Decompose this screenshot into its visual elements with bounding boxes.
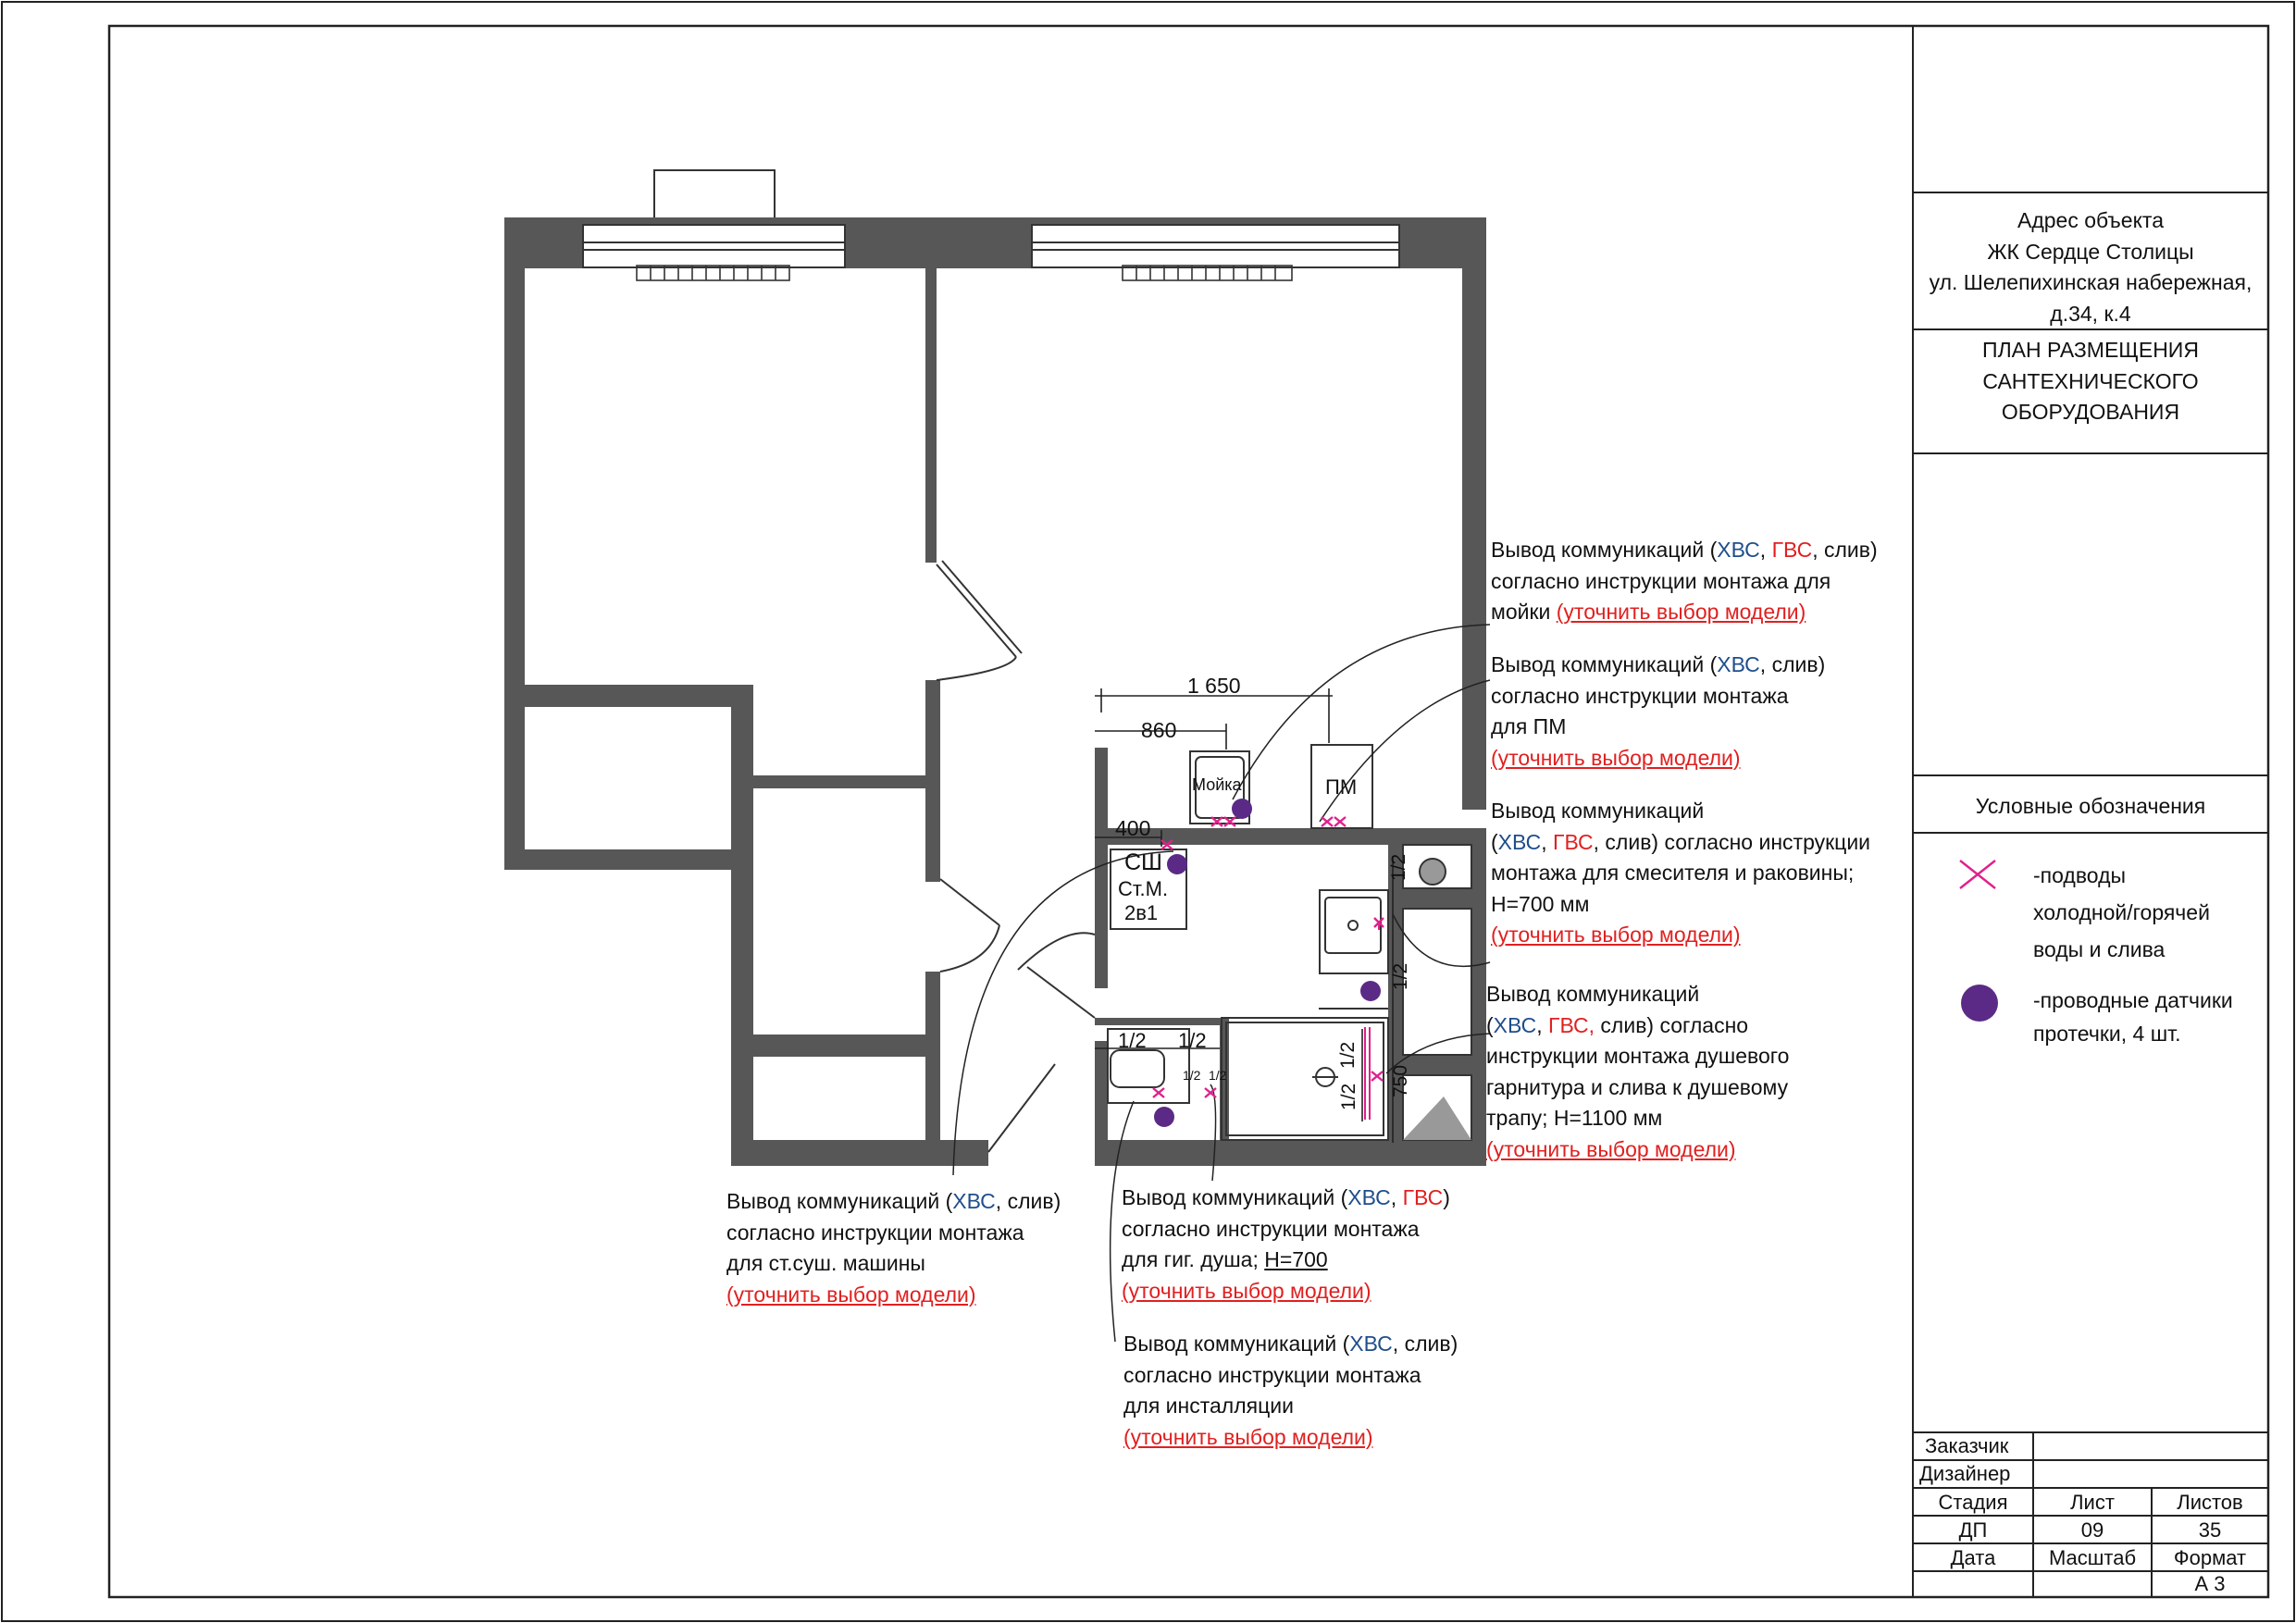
dim-half-1: 1/2 bbox=[1118, 1029, 1147, 1052]
clarify-link: (уточнить выбор модели) bbox=[1486, 1136, 1736, 1161]
designer-label: Дизайнер bbox=[1919, 1462, 2011, 1485]
legend-dot-text: -проводные датчики протечки, 4 шт. bbox=[2033, 988, 2233, 1046]
legend-sensor-symbol bbox=[1961, 985, 1998, 1022]
label-2v1: 2в1 bbox=[1124, 901, 1159, 924]
clarify-link: (уточнить выбор модели) bbox=[1491, 745, 1741, 770]
format-value: А 3 bbox=[2194, 1572, 2226, 1595]
pipes bbox=[1365, 921, 1379, 1120]
stage-label: Стадия bbox=[1938, 1491, 2008, 1514]
dim-400: 400 bbox=[1115, 816, 1151, 840]
legend-cross-text: -подводы холодной/горячей воды и слива bbox=[2033, 863, 2210, 961]
dim-half-4: 1/2 bbox=[1209, 1068, 1227, 1083]
doors bbox=[937, 561, 1095, 1152]
stage-value: ДП bbox=[1958, 1518, 1988, 1542]
clarify-link: (уточнить выбор модели) bbox=[1491, 923, 1741, 947]
label-stm: Ст.М. bbox=[1118, 877, 1169, 900]
dim-1650: 1 650 bbox=[1187, 674, 1241, 698]
label-ssh: СШ bbox=[1124, 849, 1162, 875]
clarify-link: (уточнить выбор модели) bbox=[1122, 1278, 1371, 1303]
dim-750: 750 bbox=[1390, 1064, 1411, 1097]
format-label: Формат bbox=[2173, 1546, 2247, 1569]
clarify-link: (уточнить выбор модели) bbox=[726, 1282, 976, 1307]
note-hygienic-shower: Вывод коммуникаций (ХВС, ГВС) согласно инструкции монтажа для гиг. душа; Н=700 (уточнить выбор модели) bbox=[1122, 1183, 1450, 1307]
label-sink: Мойка bbox=[1192, 775, 1242, 794]
walls bbox=[504, 217, 1486, 1166]
scale-label: Масштаб bbox=[2048, 1546, 2137, 1569]
legend-title: Условные обозначения bbox=[1975, 794, 2206, 818]
dim-half-7: 1/2 bbox=[1338, 1083, 1359, 1110]
note-shower: Вывод коммуникаций (ХВС, ГВС, слив) согласно инструкции монтажа душевого гарнитура и слива к душевому трапу; Н=1100 мм (уточнить выбор модели) bbox=[1486, 979, 1789, 1165]
fixtures bbox=[1108, 745, 1471, 1140]
dim-860: 860 bbox=[1141, 718, 1177, 742]
dim-half-3: 1/2 bbox=[1183, 1068, 1201, 1083]
drawing-title: ПЛАН РАЗМЕЩЕНИЯ САНТЕХНИЧЕСКОГО ОБОРУДОВАНИЯ bbox=[1982, 338, 2199, 424]
note-washer: Вывод коммуникаций (ХВС, слив) согласно инструкции монтажа для ст.суш. машины (уточнить выбор модели) bbox=[726, 1186, 1061, 1310]
dim-half-8: 1/2 bbox=[1337, 1041, 1359, 1069]
sheet-label: Лист bbox=[2070, 1491, 2115, 1514]
customer-label: Заказчик bbox=[1925, 1434, 2009, 1457]
date-label: Дата bbox=[1950, 1546, 1996, 1569]
sheets-label: Листов bbox=[2177, 1491, 2243, 1514]
sheet-value: 09 bbox=[2080, 1518, 2104, 1542]
address-block: Адрес объекта ЖК Сердце Столицы ул. Шелепихинская набережная, д.34, к.4 bbox=[1929, 208, 2253, 326]
clarify-link: (уточнить выбор модели) bbox=[1556, 600, 1806, 624]
sheets-value: 35 bbox=[2198, 1518, 2222, 1542]
label-pm: ПМ bbox=[1325, 775, 1358, 799]
note-sink: Вывод коммуникаций (ХВС, ГВС, слив) согласно инструкции монтажа для мойки (уточнить выбор модели) bbox=[1491, 538, 1878, 624]
dim-half-5: 1/2 bbox=[1388, 853, 1409, 881]
dim-half-2: 1/2 bbox=[1178, 1029, 1207, 1052]
clarify-link: (уточнить выбор модели) bbox=[1123, 1424, 1373, 1449]
note-dishwasher: Вывод коммуникаций (ХВС, слив) согласно инструкции монтажа для ПМ (уточнить выбор модели) bbox=[1491, 650, 1825, 774]
note-installation: Вывод коммуникаций (ХВС, слив) согласно инструкции монтажа для инсталляции (уточнить выбор модели) bbox=[1123, 1329, 1458, 1453]
dim-half-6: 1/2 bbox=[1390, 962, 1411, 990]
balcony-outline bbox=[654, 170, 775, 218]
note-basin: Вывод коммуникаций (ХВС, ГВС, слив) согласно инструкции монтажа для смесителя и раковины; Н=700 мм (уточнить выбор модели) bbox=[1491, 796, 1870, 951]
legend-cross-symbol bbox=[1960, 861, 1995, 888]
